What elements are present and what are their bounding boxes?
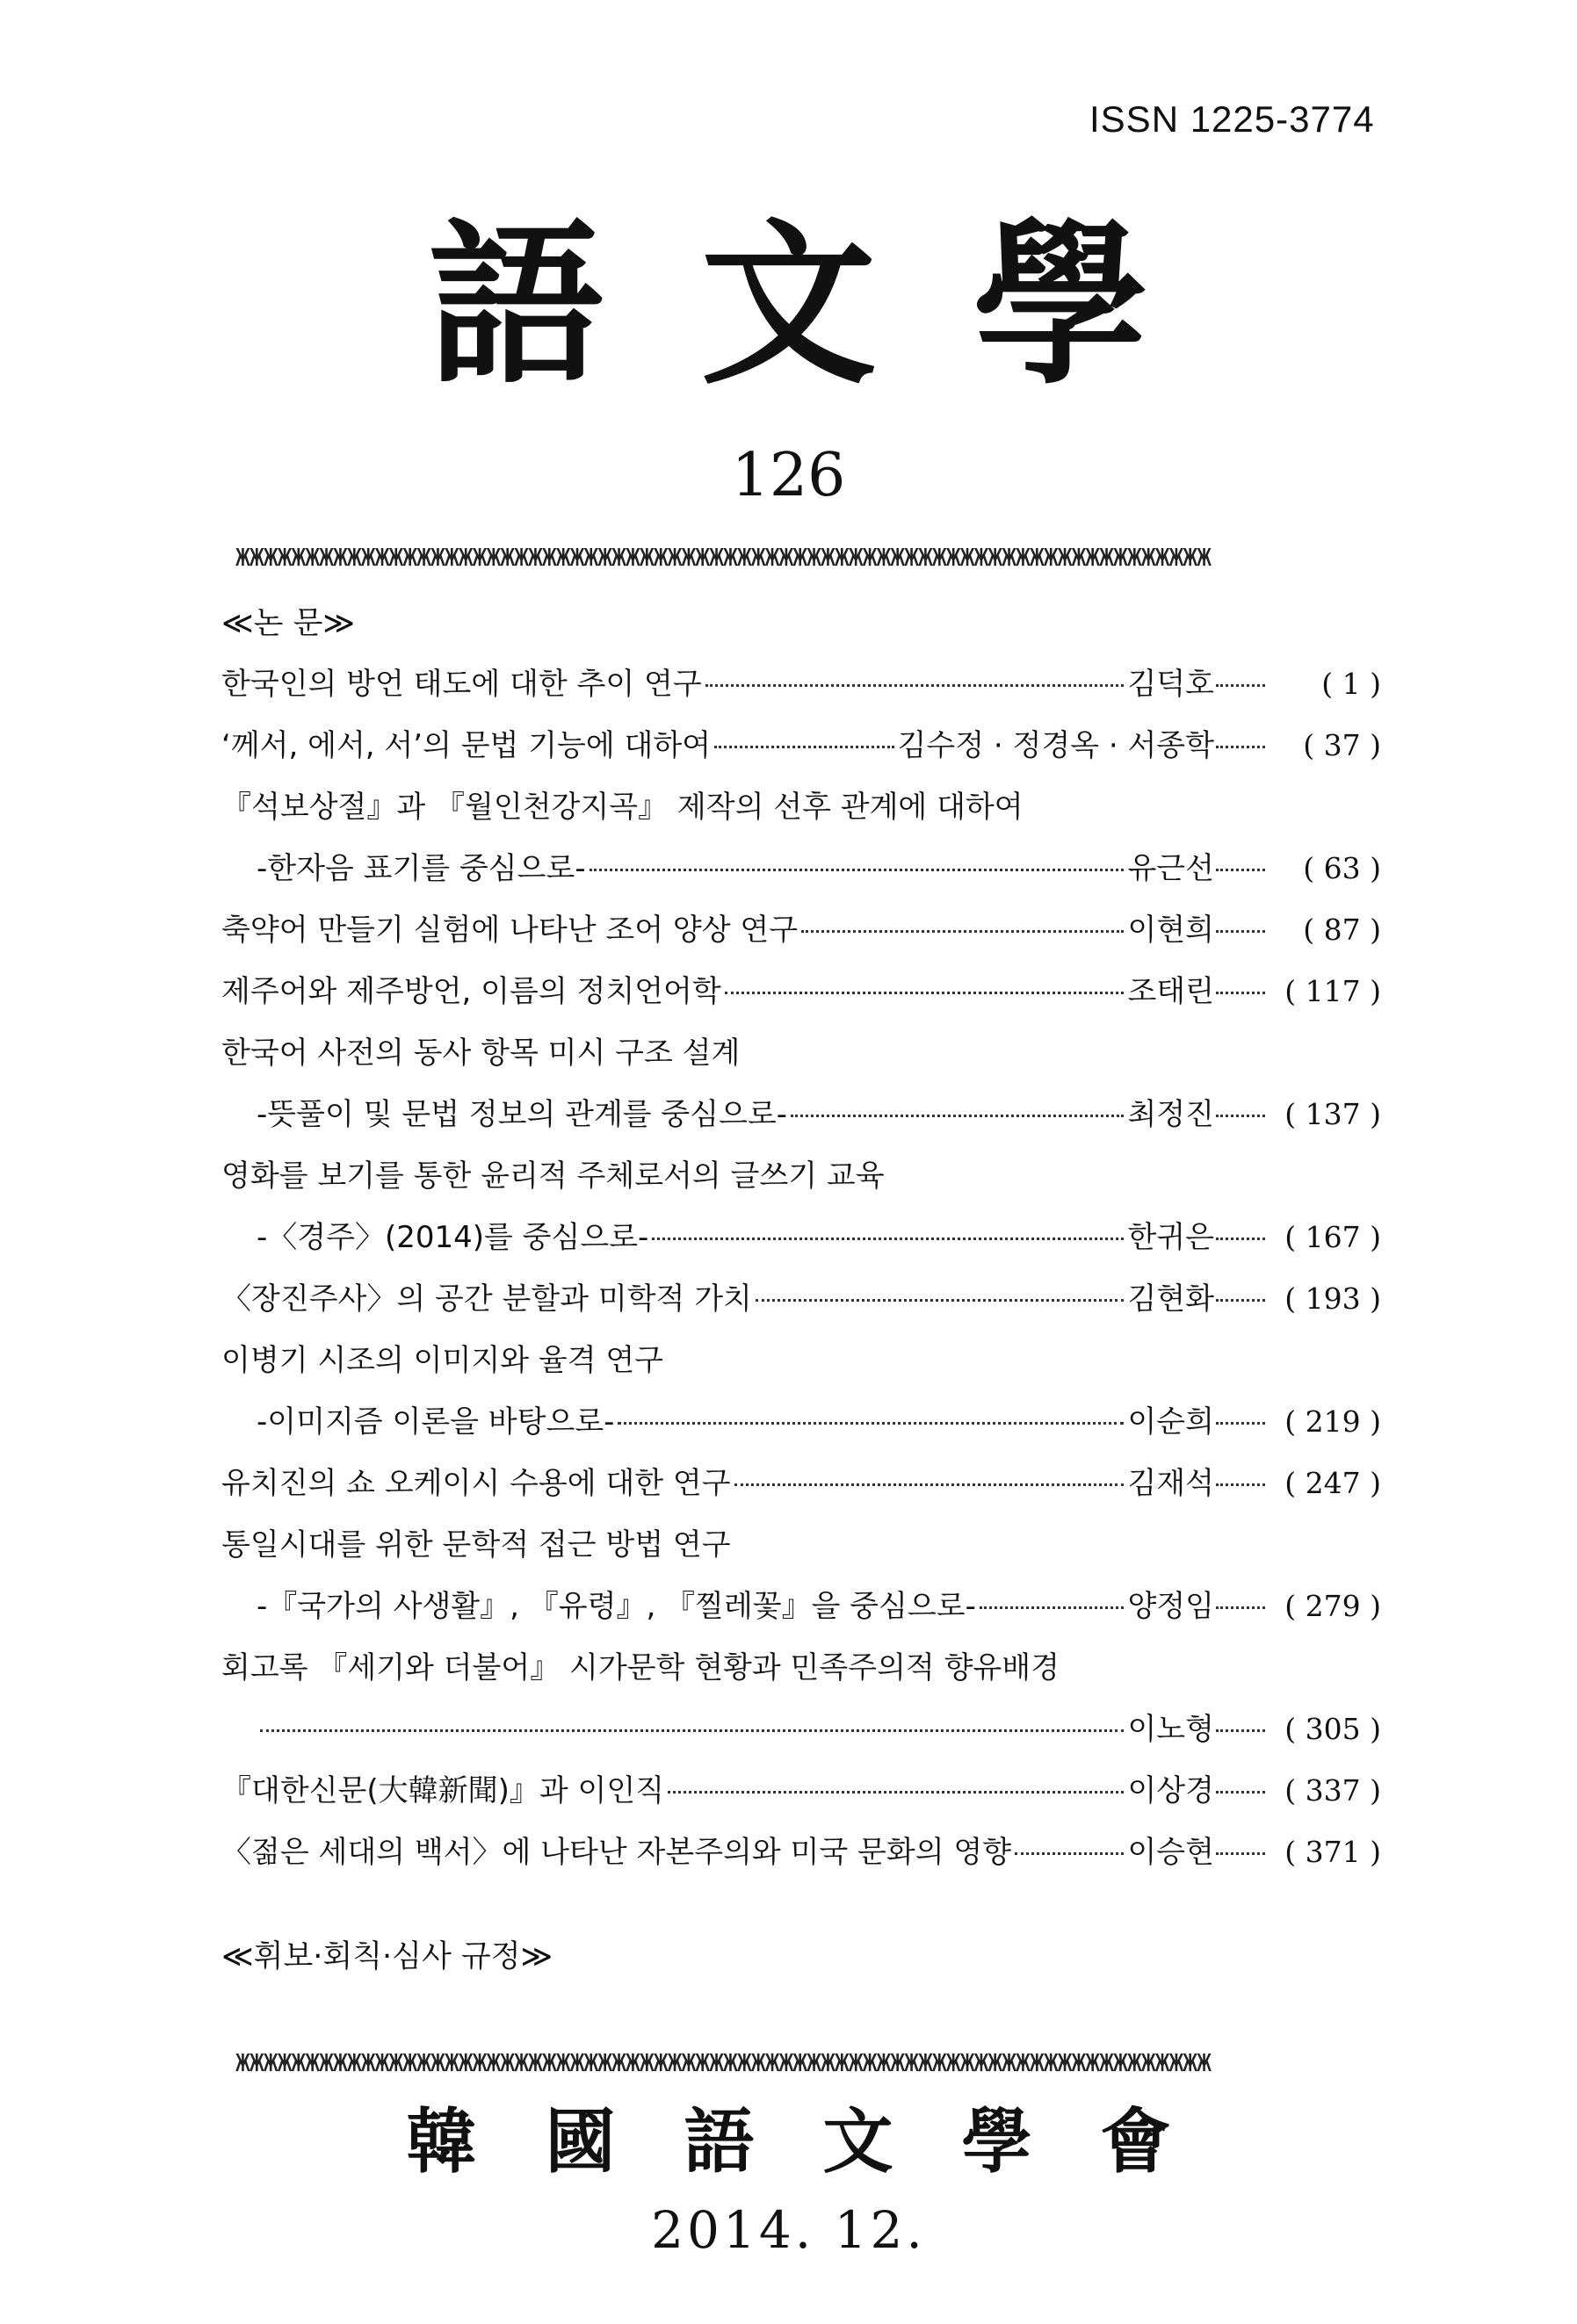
publication-date: 2014. 12.	[651, 2200, 926, 2260]
dot-leader	[1216, 746, 1265, 748]
dot-leader	[734, 1483, 1125, 1486]
toc-entry-title: -이미지즘 이론을 바탕으로-	[257, 1404, 615, 1440]
toc-entry-page: ( 167 )	[1284, 1220, 1381, 1254]
dot-leader	[618, 1422, 1124, 1425]
toc-entry-author: 김재석	[1127, 1466, 1214, 1501]
toc-entry-author: 이상경	[1127, 1773, 1214, 1808]
dot-leader	[590, 869, 1125, 871]
toc-entry-author: 최정진	[1127, 1097, 1214, 1132]
toc-entry-title: 한국인의 방언 태도에 대한 추이 연구	[221, 667, 702, 702]
toc-entry	[221, 1391, 1381, 1453]
dot-leader	[1216, 1238, 1265, 1240]
toc-entry	[221, 1514, 1381, 1576]
toc-entry	[221, 1022, 1381, 1084]
toc-entry-page: ( 337 )	[1284, 1773, 1381, 1808]
toc-entry-title: 〈젊은 세대의 백서〉에 나타난 자본주의와 미국 문화의 영향	[221, 1835, 1012, 1870]
toc-entry-title: -한자음 표기를 중심으로-	[257, 851, 586, 886]
toc-entry-page: ( 63 )	[1303, 851, 1381, 885]
toc-entry-title: 유치진의 쇼 오케이시 수용에 대한 연구	[221, 1466, 731, 1501]
toc-entry-author: 김수정 · 정경옥 · 서종학	[897, 728, 1214, 763]
toc-entry-title: -뜻풀이 및 문법 정보의 관계를 중심으로-	[257, 1097, 788, 1132]
toc-entry-author: 조태린	[1127, 974, 1214, 1009]
dot-leader	[1216, 869, 1265, 871]
section-heading-misc: ≪휘보·회칙·심사 규정≫	[221, 1939, 553, 1974]
toc-entry	[221, 776, 1381, 838]
dot-leader	[980, 1606, 1125, 1609]
toc-entry-page: ( 279 )	[1284, 1589, 1381, 1623]
toc-entry-page: ( 87 )	[1303, 913, 1381, 947]
dot-leader	[801, 930, 1124, 933]
toc-entry-title: 『대한신문(大韓新聞)』과 이인직	[221, 1773, 665, 1808]
dot-leader	[1216, 684, 1265, 687]
toc-entry-title: 회고록 『세기와 더불어』 시가문학 현황과 민족주의적 향유배경	[221, 1650, 1060, 1685]
dot-leader	[1216, 930, 1265, 933]
separator-bottom: ЖЖЖЖЖЖЖЖЖЖЖЖЖЖЖЖЖЖЖЖЖЖЖЖЖЖЖЖЖЖЖЖЖЖЖЖЖЖЖЖЖЖЖЖЖЖЖЖЖЖЖЖЖЖЖЖЖЖЖЖЖЖЖЖЖЖЖЖЖЖ	[235, 2052, 1212, 2075]
toc-entry-page: ( 117 )	[1284, 974, 1381, 1008]
dot-leader	[791, 1115, 1124, 1117]
toc-entry-author: 이승현	[1127, 1835, 1214, 1870]
toc-entry	[221, 715, 1381, 776]
toc-entry-author: 이순희	[1127, 1404, 1214, 1440]
section-heading-papers: ≪논 문≫	[221, 606, 356, 641]
toc-entry-page: ( 1 )	[1321, 667, 1381, 701]
toc-entry-title: 『석보상절』과 『월인천강지곡』 제작의 선후 관계에 대하여	[221, 790, 1024, 825]
dot-leader	[668, 1791, 1124, 1794]
toc-entry-title: 한국어 사전의 동사 항목 미시 구조 설계	[221, 1036, 741, 1071]
dot-leader	[1216, 1422, 1265, 1425]
toc-entry-page: ( 37 )	[1303, 728, 1381, 762]
toc-entry	[221, 1822, 1381, 1883]
toc-entry-author: 이현희	[1127, 913, 1214, 948]
dot-leader	[260, 1729, 1124, 1732]
toc-entry-title: 〈장진주사〉의 공간 분할과 미학적 가치	[221, 1281, 752, 1317]
dot-leader	[1216, 1299, 1265, 1302]
journal-title: 語文學	[428, 202, 1246, 408]
toc-entry-author: 한귀은	[1127, 1220, 1214, 1255]
dot-leader	[1216, 1483, 1265, 1486]
dot-leader	[714, 746, 893, 748]
dot-leader	[756, 1299, 1125, 1302]
dot-leader	[1216, 992, 1265, 994]
dot-leader	[1216, 1606, 1265, 1609]
toc-entry-title: -〈경주〉(2014)를 중심으로-	[257, 1220, 649, 1255]
toc-entry-author: 양정임	[1127, 1589, 1214, 1624]
toc-entry-page: ( 193 )	[1284, 1281, 1381, 1316]
toc-entry-author: 김현화	[1127, 1281, 1214, 1317]
dot-leader	[705, 684, 1125, 687]
toc-entry-title: 이병기 시조의 이미지와 율격 연구	[221, 1343, 664, 1378]
toc-entry	[221, 1453, 1381, 1514]
dot-leader	[1216, 1852, 1265, 1855]
dot-leader	[1015, 1852, 1124, 1855]
toc-entry	[221, 1330, 1381, 1391]
publisher-name: 韓國語文學會	[406, 2100, 1240, 2183]
separator-top: ЖЖЖЖЖЖЖЖЖЖЖЖЖЖЖЖЖЖЖЖЖЖЖЖЖЖЖЖЖЖЖЖЖЖЖЖЖЖЖЖЖЖЖЖЖЖЖЖЖЖЖЖЖЖЖЖЖЖЖЖЖЖЖЖЖЖЖЖЖЖ	[235, 546, 1212, 569]
toc-entry-author: 유근선	[1127, 851, 1214, 886]
toc-entry-title: -『국가의 사생활』, 『유령』, 『찔레꽃』을 중심으로-	[257, 1589, 976, 1624]
dot-leader	[652, 1238, 1124, 1240]
toc-entry	[221, 1699, 1381, 1760]
volume-number: 126	[731, 441, 846, 510]
toc-entry-title: 영화를 보기를 통한 윤리적 주체로서의 글쓰기 교육	[221, 1158, 885, 1194]
toc-entry-title: 제주어와 제주방언, 이름의 정치언어학	[221, 974, 721, 1009]
toc-entry-page: ( 219 )	[1284, 1404, 1381, 1439]
toc-entry-title: ‘께서, 에서, 서’의 문법 기능에 대하여	[221, 728, 712, 763]
toc-entry-page: ( 305 )	[1284, 1712, 1381, 1746]
dot-leader	[725, 992, 1125, 994]
table-of-contents	[221, 653, 1381, 1883]
toc-entry-author: 김덕호	[1127, 667, 1214, 702]
toc-entry-page: ( 371 )	[1284, 1835, 1381, 1869]
toc-entry	[221, 1207, 1381, 1268]
toc-entry-author: 이노형	[1127, 1712, 1214, 1747]
toc-entry-title: 축약어 만들기 실험에 나타난 조어 양상 연구	[221, 913, 799, 948]
toc-entry	[221, 1084, 1381, 1145]
toc-entry-page: ( 137 )	[1284, 1097, 1381, 1131]
toc-entry	[221, 653, 1381, 715]
toc-entry	[221, 1760, 1381, 1822]
issn-number: ISSN 1225-3774	[1089, 98, 1375, 140]
toc-entry	[221, 1637, 1381, 1699]
dot-leader	[1216, 1115, 1265, 1117]
toc-entry	[221, 1145, 1381, 1207]
toc-entry	[221, 1268, 1381, 1330]
dot-leader	[1216, 1729, 1265, 1732]
toc-entry-title: 통일시대를 위한 문학적 접근 방법 연구	[221, 1527, 731, 1563]
toc-entry-page: ( 247 )	[1284, 1466, 1381, 1500]
toc-entry	[221, 1576, 1381, 1637]
dot-leader	[1216, 1791, 1265, 1794]
toc-entry	[221, 838, 1381, 899]
toc-entry	[221, 899, 1381, 961]
toc-entry	[221, 961, 1381, 1022]
